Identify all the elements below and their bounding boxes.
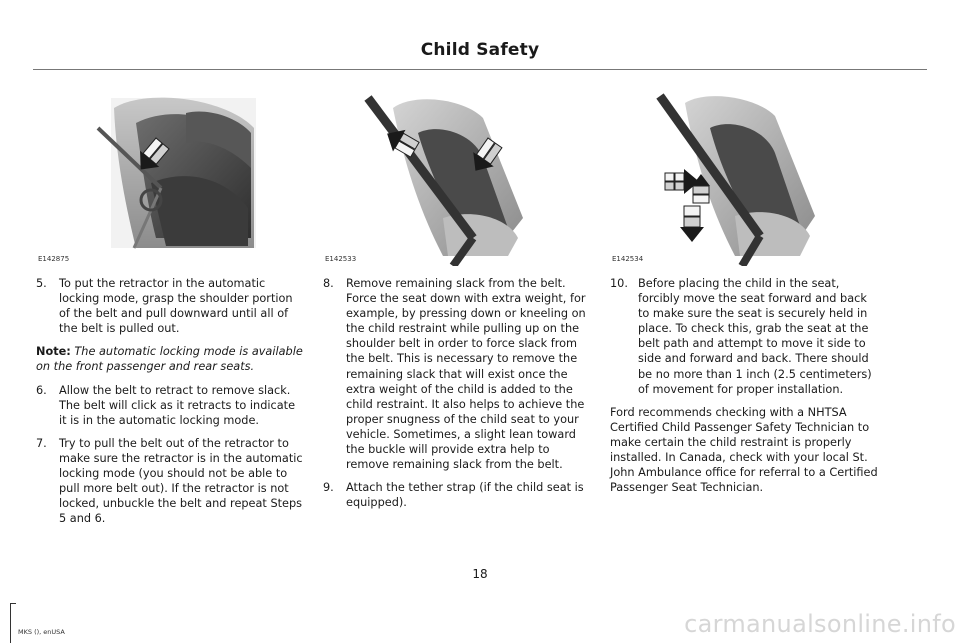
crop-mark [10,603,11,643]
step-text: Remove remaining slack from the belt. Force the seat down with extra weight, for example, by pressing down or kneeling on the child restraint while pulling up on the shoulder belt in order to force slack from the belt. This is necessary to remove the remaining slack that will exist once the extra weight of the child is added to the child restraint. It also helps to achieve the proper snugness of the child seat to your vehicle. Sometimes, a slight lean toward the buckle will provide extra help to remove remaining slack from the belt. [346,277,586,472]
list-item [323,480,593,510]
step-number: 6. [36,383,47,397]
crop-mark [10,603,16,604]
step-text: Allow the belt to retract to remove slack. The belt will click as it retracts to indicate it is in the automatic locking mode. [59,383,296,427]
page-number: 18 [472,567,488,581]
step-number: 8. [323,277,334,290]
recommendation-paragraph: Ford recommends checking with a NHTSA Certified Child Passenger Safety Technician to make certain the child restraint is properly installed. In Canada, check with your local St. John Ambulance office for referral to a Certified Passenger Seat Technician. [610,405,878,495]
note-text: The automatic locking mode is available on the front passenger and rear seats. [36,345,303,374]
figure-check-movement [610,88,880,266]
column-1 [36,88,306,534]
list-item [36,436,306,527]
figure-retractor-pull [36,88,306,266]
step-text: Try to pull the belt out of the retractor to make sure the retractor is in the automatic locking mode (you should not be able to pull more belt out). If the retractor is not locked, unbuckle the belt and repeat Steps 5 and 6. [59,436,303,526]
child-seat-illustration [610,88,880,266]
note-label: Note: [36,345,71,359]
step-number: 7. [36,436,47,450]
list-item [323,276,593,472]
figure-id: E142534 [612,255,644,263]
figure-id: E142533 [325,255,357,263]
step-number: 9. [323,481,334,495]
footer-info: MKS (), enUSA [18,628,65,636]
step-text: Before placing the child in the seat, forcibly move the seat forward and back to make sure the seat is securely held in place. To check this, grab the seat at the belt path and attempt to move it side to side and forward and back. There should be no more than 1 inch (2.5 centimeters) of movement for proper installation. [638,277,872,396]
column-2-text [323,276,593,510]
column-3 [610,88,880,503]
list-item [36,383,306,428]
page-title: Child Safety [420,40,540,60]
column-1-text [36,276,306,526]
column-3-text [610,276,880,495]
note [36,344,306,374]
step-text: Attach the tether strap (if the child seat is equipped). [346,481,584,510]
step-number: 5. [36,277,47,290]
column-2 [323,88,593,518]
child-seat-illustration [323,88,593,266]
list-item [610,276,880,397]
step-number: 10. [610,277,628,290]
header-rule [33,69,927,70]
figure-id: E142875 [38,255,70,263]
watermark: carmanualsonline.info [684,610,956,638]
step-text: To put the retractor in the automatic locking mode, grasp the shoulder portion of the belt and pull downward until all of the belt is pulled out. [59,277,293,336]
figure-remove-slack [323,88,593,266]
list-item [36,276,306,336]
child-seat-illustration [36,88,306,266]
